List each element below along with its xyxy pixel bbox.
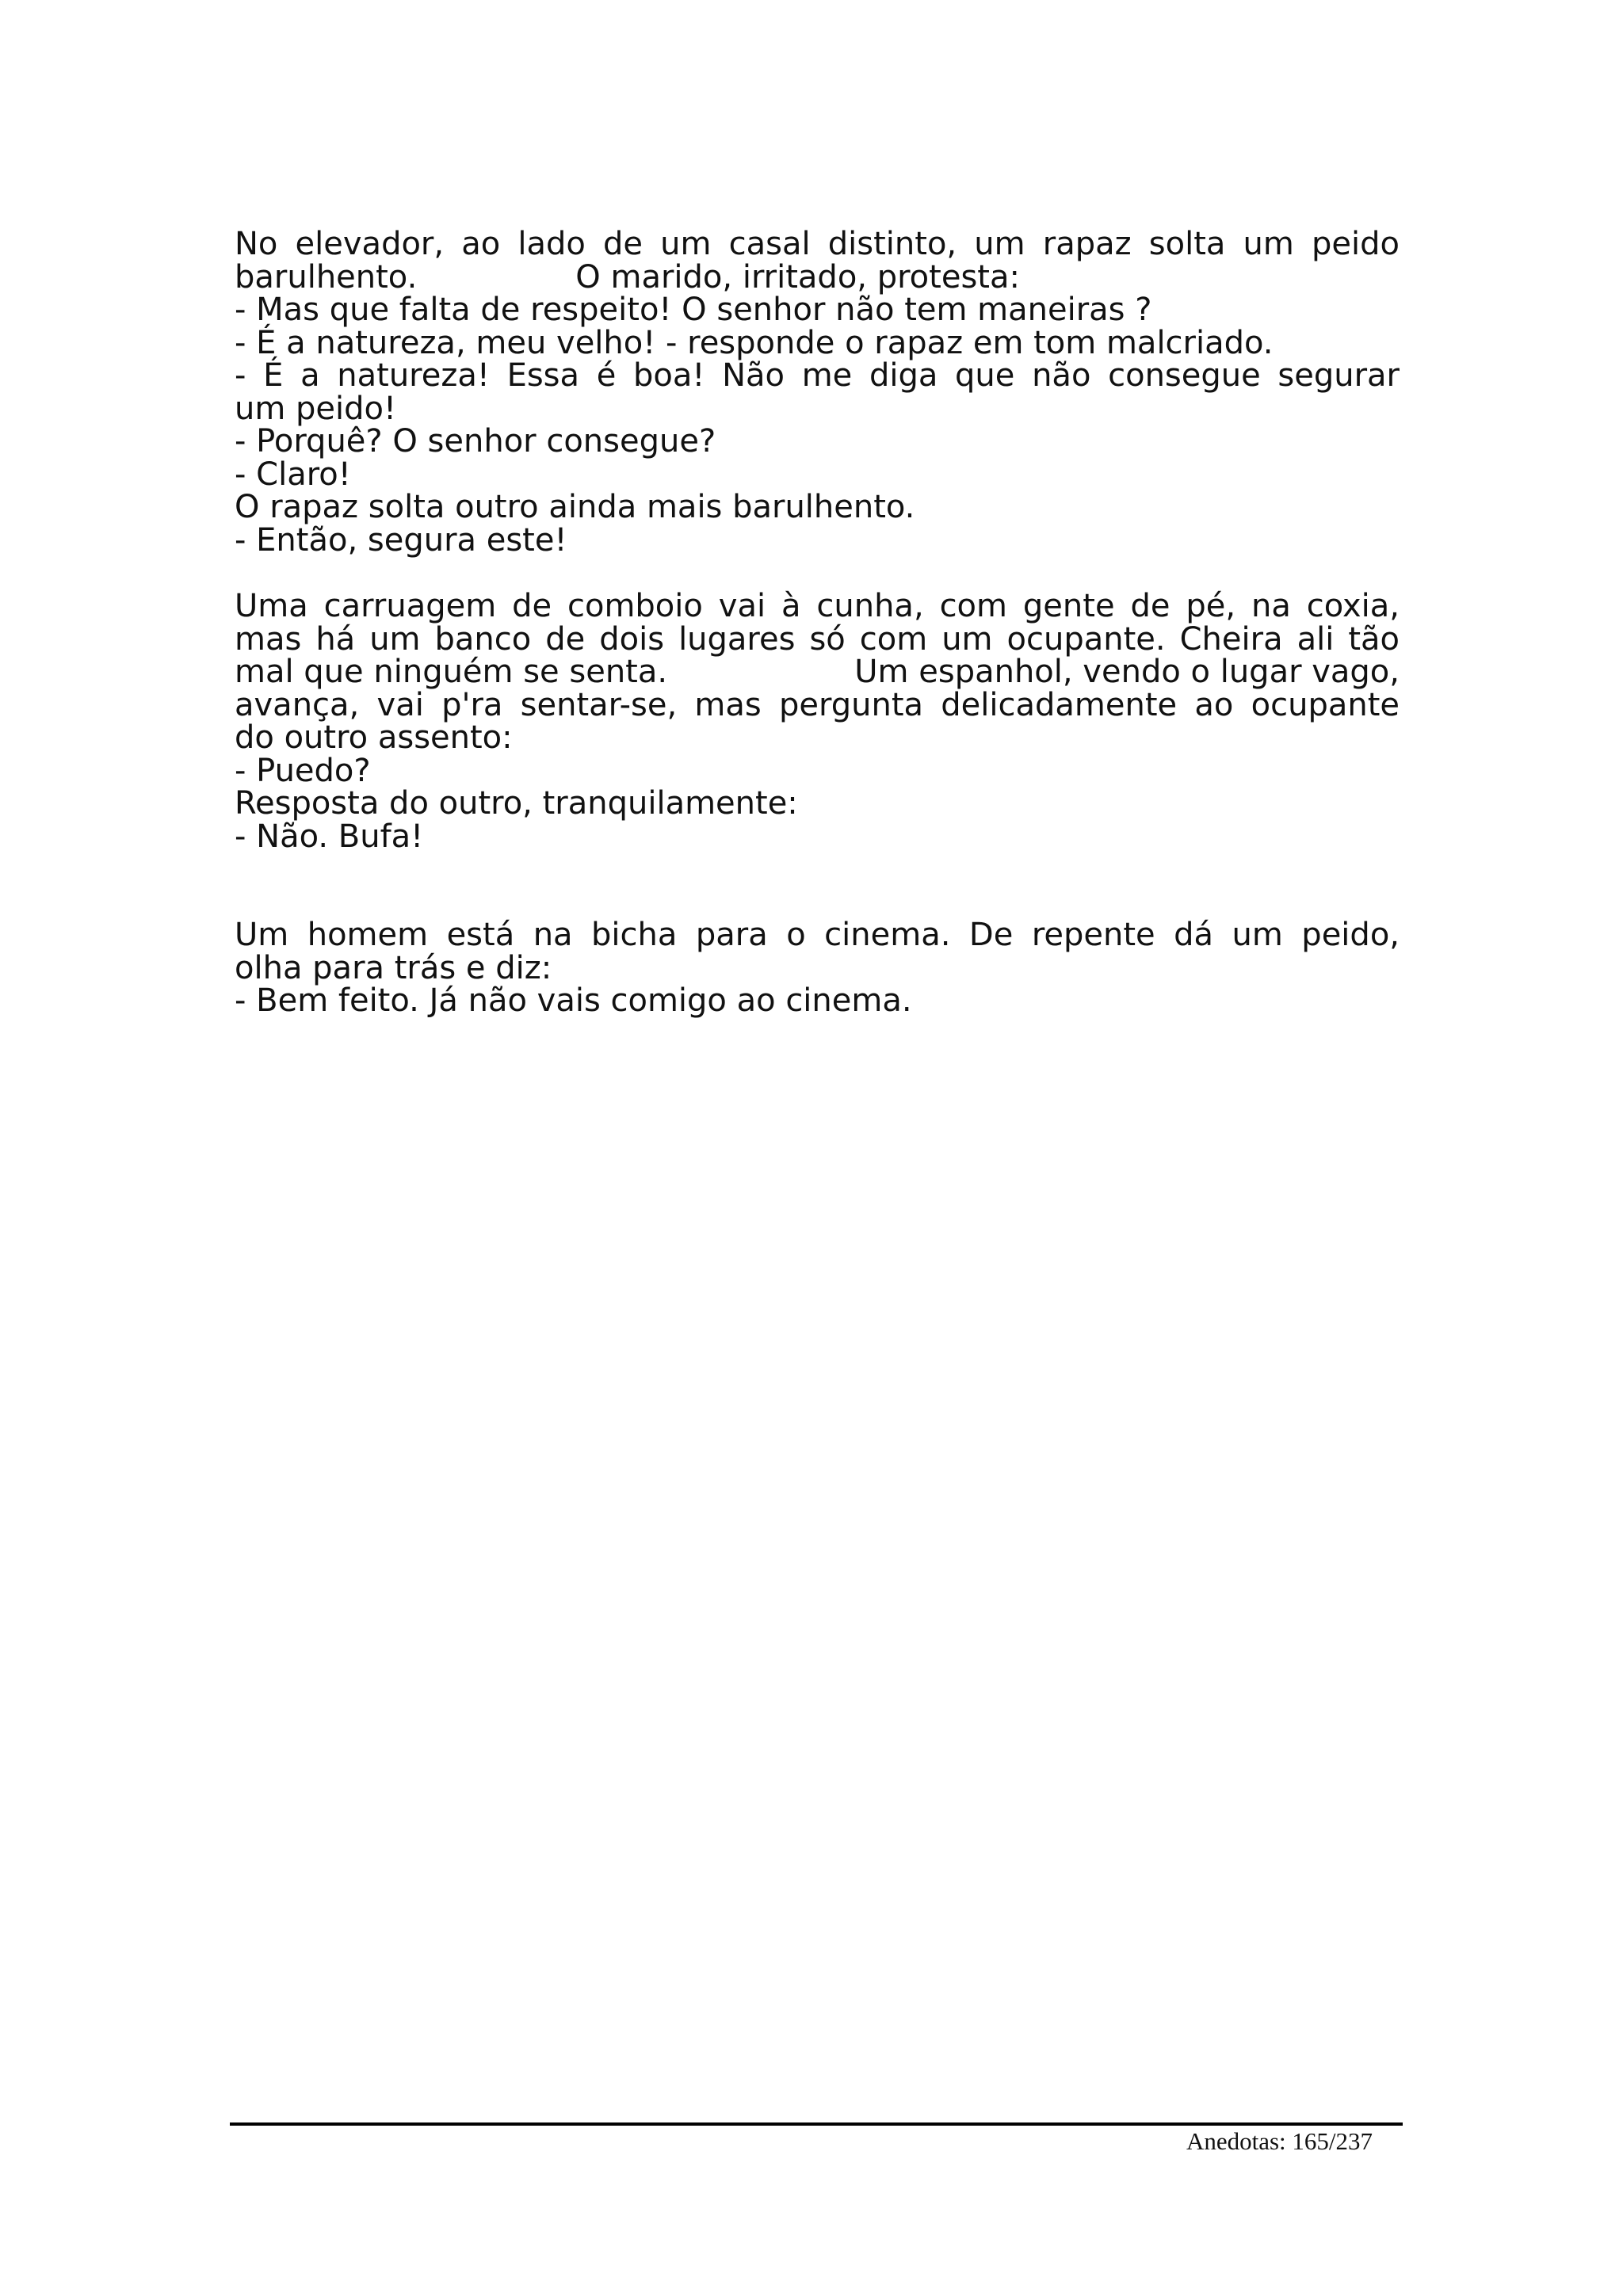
text-line: - É a natureza! Essa é boa! Não me diga que não consegue segurar	[235, 357, 1400, 394]
text-line: - Claro!	[235, 456, 351, 493]
text-line	[235, 258, 1400, 296]
text-line: - Então, segura este!	[235, 521, 567, 559]
text-line: - Bem feito. Já não vais comigo ao cinema.	[235, 982, 912, 1019]
anecdote-cinema	[235, 919, 1400, 1018]
paragraph-gap	[235, 853, 1400, 919]
text-line: mas há um banco de dois lugares só com um ocupante. Cheira ali tão	[235, 620, 1400, 658]
text-line: - Porquê? O senhor consegue?	[235, 423, 716, 460]
text-line: um peido!	[235, 390, 397, 427]
anecdote-elevator	[235, 228, 1400, 557]
text-line	[235, 656, 1400, 689]
text-line: olha para trás e diz:	[235, 949, 552, 986]
text-segment: mal que ninguém se senta.	[235, 654, 668, 690]
footer-divider	[230, 2122, 1403, 2126]
text-line: - Não. Bufa!	[235, 818, 424, 855]
paragraph-gap	[235, 557, 1400, 590]
text-line: do outro assento:	[235, 719, 513, 756]
text-line: - Mas que falta de respeito! O senhor não tem maneiras ?	[235, 292, 1152, 328]
text-line: O rapaz solta outro ainda mais barulhento.	[235, 489, 915, 525]
page-number: Anedotas: 165/237	[1186, 2127, 1373, 2155]
text-line: - É a natureza, meu velho! - responde o rapaz em tom malcriado.	[235, 324, 1274, 361]
text-segment: O marido, irritado, protesta:	[575, 258, 1020, 296]
text-line: avança, vai p'ra sentar-se, mas pergunta delicadamente ao ocupante	[235, 686, 1400, 723]
text-line: Resposta do outro, tranquilamente:	[235, 785, 798, 822]
anecdote-train	[235, 590, 1400, 853]
text-line: Um homem está na bicha para o cinema. De repente dá um peido,	[235, 917, 1400, 953]
text-segment: Um espanhol, vendo o lugar vago,	[854, 654, 1400, 690]
text-segment: barulhento.	[235, 258, 418, 296]
page-body	[235, 228, 1400, 1018]
text-line: - Puedo?	[235, 752, 371, 789]
text-line: Uma carruagem de comboio vai à cunha, com gente de pé, na coxia,	[235, 588, 1400, 624]
text-line: No elevador, ao lado de um casal distinto, um rapaz solta um peido	[235, 226, 1400, 262]
